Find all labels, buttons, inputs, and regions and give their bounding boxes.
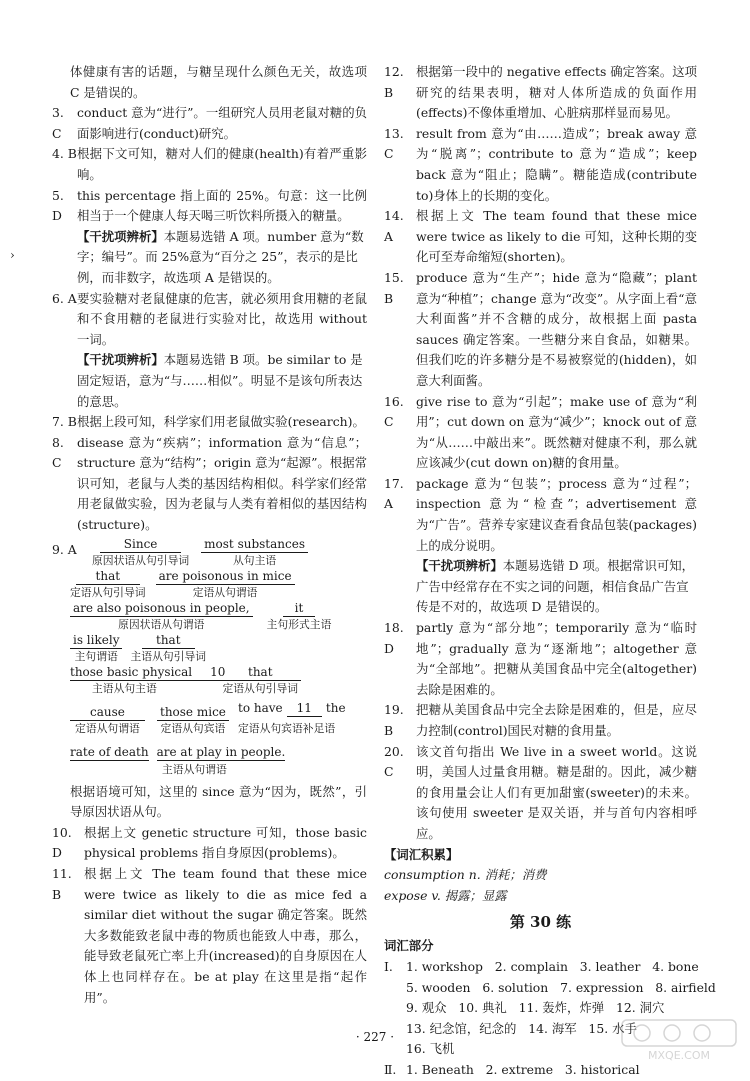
analysis-row-7: rate of death are at play in people. 主语从句谓语 <box>70 744 286 776</box>
vocab-entry: consumption n. 消耗；消费 <box>384 867 547 883</box>
distractor-note-6: 【干扰项辨析】本题易选错 B 项。be similar to 是固定短语，意为“与……相似”。明显不是该句所表达的意思。 <box>77 352 363 409</box>
analysis-row-5: those basic physical 10 主语从句主语 that 定语从句引导词 <box>70 664 367 704</box>
answer-item-20: 20. C 该文首句指出 We live in a sweet world。这说明，美国人过量食用糖。糖是甜的。因此，减少糖的食用量会让人们有更加甜蜜(sweeter)的未来。该句使用 sweeter 是双关语，并与首句内容相呼应。 <box>384 743 697 841</box>
answer-item-4: 4. B 根据下文可知，糖对人们的健康(health)有着严重影响。 <box>52 146 367 182</box>
svg-text:MXQE.COM: MXQE.COM <box>648 1049 710 1062</box>
answer-item-3: 3. C conduct 意为“进行”。一组研究人员用老鼠对糖的负面影响进行(conduct)研究。 <box>52 105 367 141</box>
section-heading: 词汇部分 <box>384 938 434 954</box>
exercise-group-1: Ⅰ. 1. workshop 2. complain 3. leather 4. bone <box>384 958 699 974</box>
exercise-group-2: Ⅱ. 1. Beneath 2. extreme 3. historical <box>384 1061 640 1077</box>
sentence-analysis <box>70 536 367 782</box>
answer-item-9: 9. A Since 原因状语从句引导词 most substances 从句主语 that 定语从句引导词 are poisonous in mice 定语从句谓语 are also poisonous in people, 原因状语从句谓语 it 主句形式主语 is likely 主句谓语 that 主语从句引导词 those basic physical 10 主语从句主语 that 定语从句引导词 cause 定语从句谓语 those mice 定语从句宾语 to have 11 the 定语从句宾语补足语 rate of death are at play in people. 主语从句谓语 根据语境可知，这里的 since 意为“因为，既然”，引导原因状语从句。 <box>52 536 367 820</box>
margin-mark: › <box>10 248 15 262</box>
answer-item-16: 16. C give rise to 意为“引起”；make use of 意为“利用”；cut down on 意为“减少”；knock out of 意为“从……中敲出来”。既然糖对健康不利，那么就应该减少(cut down on)糖的食用量。 <box>384 393 697 471</box>
vocab-entry: expose v. 揭露；显露 <box>384 887 507 903</box>
answer-item-17: 17. A package 意为“包装”；process 意为“过程”；inspection 意为“检查”；advertisement 意为“广告”。营养专家建议查看食品包装(packages)上的成分说明。 <box>384 475 697 553</box>
analysis-row-1: Since 原因状语从句引导词 most substances 从句主语 <box>92 536 367 568</box>
right-column: 12. B 根据第一段中的 negative effects 确定答案。这项研究的结果表明，糖对人体所造成的负面作用(effects)不像体重增加、心脏病那样显而易见。 13. C result from 意为“由……造成”；break away 意为“脱离”；contribute to 意为“造成”；keep back 意为“阻止；隐瞒”。糖能造成(contribute to)身体上的长期的变化。 14. A 根据上文 The team found that these mice were twice as likely to die 可知，这种长期的变化可至寿命缩短(shorten)。 15. B produce 意为“生产”；hide 意为“隐藏”；plant 意为“种植”；change 意为“改变”。从字面上看“意大利面酱”并不含糖的成分，故根据上面 pasta sauces 确定答案。一些糖分来自食品，如糖果。但我们吃的许多糖分是不易被察觉的(hidden)，如意大利面酱。 16. C give rise to 意为“引起”；make use of 意为“利用”；cut down on 意为“减少”；knock out of 意为“从……中敲出来”。既然糖对健康不利，那么就应该减少(cut down on)糖的食用量。 17. A package 意为“包装”；process 意为“过程”；inspection 意为“检查”；advertisement 意为“广告”。营养专家建议查看食品包装(packages)上的成分说明。 【干扰项辨析】本题易选错 D 项。根据常识可知，广告中经常存在不实之词的问题，相信食品广告宣传是不对的，故选项 D 是错误的。 18. D partly 意为“部分地”；temporarily 意为“临时地”；gradually 意为“逐渐地”；altogether 意为“全部地”。把糖从美国食品中完全(altogether)去除是困难的。 19. B 把糖从美国食品中完全去除是困难的，但是，应尽力控制(control)国民对糖的食用量。 20. C 该文首句指出 We live in a sweet world。这说明，美国人过量食用糖。糖是甜的。因此，减少糖的食用量会让人们有更加甜蜜(sweeter)的未来。该句使用 sweeter 是双关语，并与首句内容相呼应。 【词汇积累】 consumption n. 消耗；消费 expose v. 揭露；显露 第 30 练 词汇部分 Ⅰ. 1. workshop 2. complain 3. leather 4. bone 5. wooden 6. solution 7. expression 8. airfield 9. 观众 10. 典礼 11. 轰炸，炸弹 12. 洞穴 13. 纪念馆，纪念的 14. 海军 15. 水手 16. 飞机 Ⅱ. 1. Beneath 2. extreme 3. historical <box>384 62 697 1081</box>
answer-item-5: 5. D this percentage 指上面的 25%。句意：这一比例相当于一个健康人每天喝三听饮料所摄入的糖量。 <box>52 187 367 224</box>
vocab-heading: 【词汇积累】 <box>384 846 459 862</box>
answer-item-6: 6. A 要实验糖对老鼠健康的危害，就必须用食用糖的老鼠和不食用糖的老鼠进行实验对比，故选用 without 一词。 <box>52 290 367 347</box>
answer-item-19: 19. B 把糖从美国食品中完全去除是困难的，但是，应尽力控制(control)国民对糖的食用量。 <box>384 702 697 738</box>
answer-item-10: 10. D 根据上文 genetic structure 可知，those basic physical problems 指自身原因(problems)。 <box>52 824 367 861</box>
answer-item-18: 18. D partly 意为“部分地”；temporarily 意为“临时地”；gradually 意为“逐渐地”；altogether 意为“全部地”。把糖从美国食品中完全(altogether)去除是困难的。 <box>384 620 697 697</box>
answer-item-14: 14. A 根据上文 The team found that these mice were twice as likely to die 可知，这种长期的变化可至寿命缩短(shorten)。 <box>384 208 697 265</box>
analysis-row-3: are also poisonous in people, 原因状语从句谓语 it 主句形式主语 <box>70 600 367 632</box>
analysis-row-6: cause 定语从句谓语 those mice 定语从句宾语 to have 11 the 定语从句宾语补足语 <box>70 704 367 744</box>
answer-item-11: 11. B 根据上文 The team found that these mice were twice as likely to die as mice fed a similar diet without the sugar 确定答案。既然大多数能致老鼠中毒的物质也能致人中毒，那么，能导致老鼠死亡率上升(increased)的自身原因在人体上也同样存在。be at play 在这里是指“起作用”。 <box>52 866 367 1005</box>
answer-item-8: 8. C disease 意为“疾病”；information 意为“信息”；structure 意为“结构”；origin 意为“起源”。根据常识可知，老鼠与人类的基因结构相似。科学家们经常用老鼠做实验，因为老鼠与人类有着相似的基因结构(structure)。 <box>52 434 367 533</box>
distractor-note-5: 【干扰项辨析】本题易选错 A 项。number 意为“数字；编号”。而 25%意为“百分之 25”，表示的是比例，而非数字，故选项 A 是错误的。 <box>77 228 364 285</box>
answer-item-15: 15. B produce 意为“生产”；hide 意为“隐藏”；plant 意为“种植”；change 意为“改变”。从字面上看“意大利面酱”并不含糖的成分，故根据上面 pasta sauces 确定答案。一些糖分来自食品，如糖果。但我们吃的许多糖分是不易被察觉的(hidden)，如意大利面酱。 <box>384 269 697 388</box>
paragraph: 体健康有害的话题，与糖呈现什么颜色无关，故选项 C 是错误的。 <box>70 64 367 100</box>
watermark-logo <box>620 1018 738 1062</box>
answer-item-12: 12. B 根据第一段中的 negative effects 确定答案。这项研究的结果表明，糖对人体所造成的负面作用(effects)不像体重增加、心脏病那样显而易见。 <box>384 64 697 121</box>
answer-item-13: 13. C result from 意为“由……造成”；break away 意为“脱离”；contribute to 意为“造成”；keep back 意为“阻止；隐瞒”。糖能造成(contribute to)身体上的长期的变化。 <box>384 125 697 203</box>
analysis-row-2: that 定语从句引导词 are poisonous in mice 定语从句谓语 <box>70 568 367 600</box>
page-number: · 227 · <box>355 1030 395 1044</box>
answer-item-7: 7. B 根据上段可知，科学家们用老鼠做实验(research)。 <box>52 414 365 430</box>
left-column <box>52 62 367 1008</box>
analysis-row-4: is likely 主句谓语 that 主语从句引导词 <box>70 632 367 664</box>
distractor-note-17: 【干扰项辨析】本题易选错 D 项。根据常识可知，广告中经常存在不实之词的问题，相信食品广告宣传是不对的，故选项 D 是错误的。 <box>416 558 695 615</box>
section-title: 第 30 练 <box>509 913 572 932</box>
